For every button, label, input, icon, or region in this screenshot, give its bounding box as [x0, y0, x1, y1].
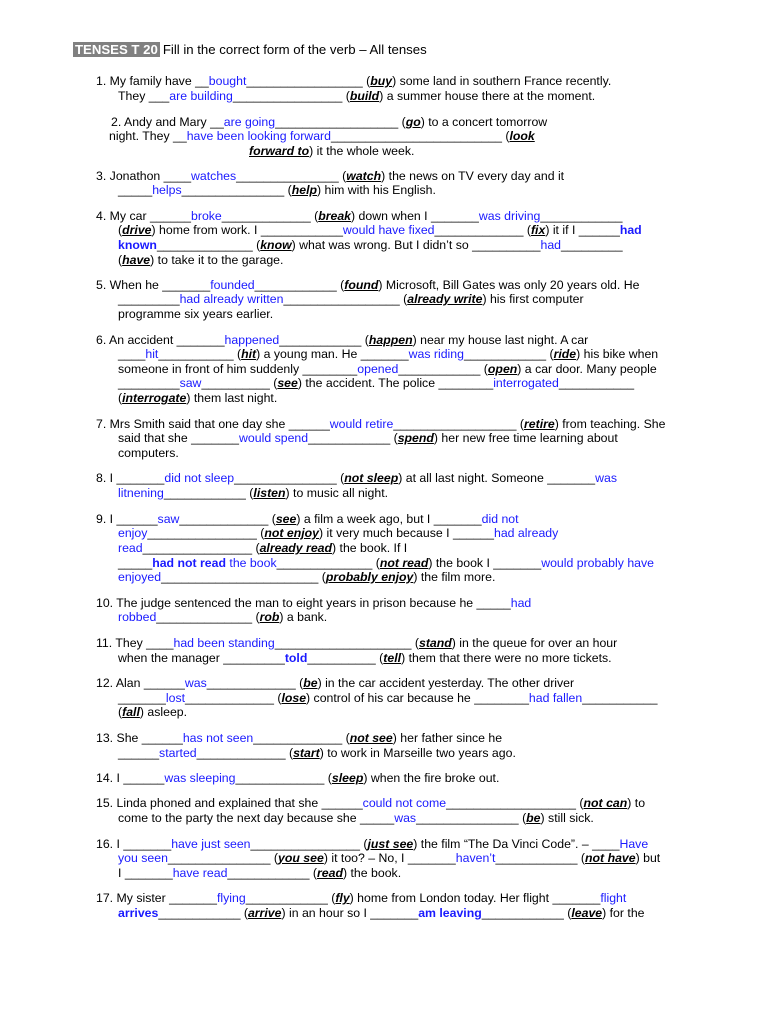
verb-prompt: look [509, 129, 535, 143]
verb-prompt: stand [419, 636, 452, 650]
answer-text: was [394, 811, 417, 825]
exercise-line [118, 610, 327, 625]
sentence-text: ) them that there were no more tickets. [401, 651, 612, 665]
answer-text: was [184, 676, 207, 690]
sentence-text: when the manager _________ [118, 651, 285, 665]
answer-text: founded [210, 278, 255, 292]
sentence-text: 4. My car ______ [96, 209, 192, 223]
answer-text: the book [226, 556, 277, 570]
answer-text: had [540, 238, 562, 252]
verb-prompt: go [405, 115, 421, 129]
verb-prompt: arrive [247, 906, 282, 920]
sentence-text: ) Microsoft, Bill Gates was only 20 years old. He [378, 278, 640, 292]
sentence-text: ) in an hour so I _______ [281, 906, 419, 920]
answer-text: are building [169, 89, 233, 103]
answer-text: had not read [152, 556, 226, 570]
verb-prompt: help [291, 183, 317, 197]
sentence-text: ____________ ( [495, 851, 586, 865]
worksheet-tag: TENSES T 20 [75, 42, 158, 57]
sentence-text: ________________ ( [232, 89, 350, 103]
answer-text: would have fixed [342, 223, 435, 237]
answer-text: was [595, 471, 617, 485]
answer-text: did not sleep [164, 471, 235, 485]
verb-prompt: spend [397, 431, 434, 445]
sentence-text: _______________ ( [167, 851, 279, 865]
verb-prompt: already read [259, 541, 333, 555]
sentence-text: ) in the queue for over an hour [451, 636, 618, 650]
sentence-text: _____________ ( [179, 512, 276, 526]
verb-prompt: leave [571, 906, 603, 920]
answer-text: flight [600, 891, 627, 905]
answer-text: would probably have [541, 556, 654, 570]
sentence-text: ) it the whole week. [309, 144, 415, 158]
verb-prompt: you see [278, 851, 324, 865]
verb-prompt: buy [370, 74, 393, 88]
verb-prompt: fix [530, 223, 546, 237]
exercise-line [118, 446, 179, 461]
answer-text: has not seen [182, 731, 254, 745]
answer-text: had fallen [528, 691, 583, 705]
sentence-text: ) for the [602, 906, 645, 920]
sentence-text: __________________ ( [275, 115, 406, 129]
sentence-text: ) the book I _______ [428, 556, 542, 570]
sentence-text: 14. I ______ [96, 771, 165, 785]
exercise-line [118, 307, 273, 322]
answer-text: known [118, 238, 157, 252]
sentence-text: programme six years earlier. [118, 307, 274, 321]
verb-prompt: be [303, 676, 318, 690]
answer-text: am leaving [418, 906, 482, 920]
sentence-text: ) the film “The Da Vinci Code”. – ____ [413, 837, 620, 851]
sentence-text: They ___ [118, 89, 170, 103]
sentence-text: ) the accident. The police ________ [297, 376, 494, 390]
answer-text: watches [191, 169, 237, 183]
exercise-line [118, 651, 612, 666]
answer-text: could not come [362, 796, 447, 810]
verb-prompt: not enjoy [264, 526, 319, 540]
verb-prompt: build [349, 89, 380, 103]
sentence-text: ) control of his car because he ________ [306, 691, 529, 705]
sentence-text: 12. Alan ______ [96, 676, 185, 690]
sentence-text: ____________________ ( [274, 636, 419, 650]
verb-prompt: have [122, 253, 151, 267]
answer-text: was sleeping [164, 771, 236, 785]
answer-text: would spend [239, 431, 309, 445]
exercise-line [118, 851, 660, 866]
exercise-line [118, 866, 401, 881]
answer-text: enjoy [118, 526, 148, 540]
sentence-text: ______________ ( [276, 556, 380, 570]
answer-text: happened [224, 333, 280, 347]
verb-prompt: retire [523, 417, 555, 431]
exercise-line [96, 278, 639, 293]
exercise-line [118, 292, 584, 307]
verb-prompt: be [526, 811, 541, 825]
sentence-text: ) some land in southern France recently. [392, 74, 612, 88]
sentence-text: 17. My sister _______ [96, 891, 217, 905]
sentence-text: ____ [118, 347, 146, 361]
sentence-text: ) home from London today. Her flight _______ [349, 891, 601, 905]
verb-prompt: start [293, 746, 320, 760]
sentence-text: ) to take it to the garage. [150, 253, 284, 267]
verb-prompt: already write [407, 292, 483, 306]
verb-prompt: fly [335, 891, 350, 905]
exercise-line [118, 376, 634, 391]
sentence-text: ____________ ( [245, 891, 336, 905]
sentence-text: ) the book. If I [332, 541, 408, 555]
exercise-line [118, 238, 623, 253]
verb-prompt: know [260, 238, 292, 252]
sentence-text: ) her father since he [392, 731, 503, 745]
exercise-line [118, 223, 642, 238]
sentence-text: _______________ ( [416, 811, 527, 825]
verb-prompt: hit [241, 347, 257, 361]
sentence-text: _____________ ( [253, 731, 350, 745]
verb-prompt: interrogate [122, 391, 187, 405]
exercise-line [118, 486, 388, 501]
sentence-text: _____________ ( [206, 676, 304, 690]
sentence-text: _______ [118, 691, 166, 705]
verb-prompt: fall [122, 705, 140, 719]
sentence-text: ___________________ ( [446, 796, 584, 810]
answer-text: lost [165, 691, 186, 705]
verb-prompt: not can [583, 796, 628, 810]
verb-prompt: read [317, 866, 343, 880]
answer-text: robbed [118, 610, 157, 624]
answer-text: have read [172, 866, 228, 880]
sentence-text: ) home from work. I ____________ [151, 223, 343, 237]
exercise-line [118, 183, 436, 198]
answer-text: haven’t [455, 851, 496, 865]
exercise-line [118, 746, 516, 761]
answer-text: have been looking forward [186, 129, 331, 143]
sentence-text: ________________ ( [147, 526, 265, 540]
verb-prompt: listen [253, 486, 286, 500]
sentence-text: _________________ ( [246, 74, 371, 88]
exercise-line [118, 541, 407, 556]
exercise-line [96, 636, 617, 651]
answer-text: started [159, 746, 197, 760]
exercise-line [96, 209, 622, 224]
sentence-text: _____ [118, 183, 153, 197]
sentence-text: ____________ ( [279, 333, 369, 347]
sentence-text: 9. I ______ [96, 512, 158, 526]
verb-prompt: found [344, 278, 379, 292]
sentence-text: ( [118, 391, 123, 405]
sentence-text: ) a summer house there at the moment. [379, 89, 596, 103]
sentence-text: said that she _______ [118, 431, 240, 445]
answer-text: bought [208, 74, 247, 88]
exercise-line [96, 169, 564, 184]
sentence-text: 5. When he _______ [96, 278, 211, 292]
verb-prompt: rob [259, 610, 280, 624]
answer-text: hit [145, 347, 159, 361]
sentence-text: ) at all last night. Someone _______ [398, 471, 596, 485]
exercise-line [118, 526, 558, 541]
answer-text: had already written [179, 292, 284, 306]
verb-prompt: drive [122, 223, 152, 237]
answer-text: saw [179, 376, 202, 390]
sentence-text: ) near my house last night. A car [412, 333, 589, 347]
sentence-text: __________ ( [201, 376, 278, 390]
sentence-text: ) from teaching. She [554, 417, 666, 431]
answer-text: litnening [118, 486, 164, 500]
sentence-text: ) when the fire broke out. [363, 771, 500, 785]
exercise-line [111, 115, 547, 130]
exercise-line [118, 705, 187, 720]
sentence-text: ___________ [582, 691, 658, 705]
verb-prompt: not sleep [344, 471, 399, 485]
sentence-text: ______ [118, 746, 160, 760]
sentence-text: _________________ ( [283, 292, 408, 306]
exercise-line [118, 691, 657, 706]
exercise-line [109, 129, 535, 144]
answer-text: had [619, 223, 642, 237]
answer-text: interrogated [493, 376, 559, 390]
verb-prompt: watch [346, 169, 382, 183]
verb-prompt: probably enjoy [325, 570, 414, 584]
answer-text: had [510, 596, 532, 610]
answer-text: broke [191, 209, 222, 223]
sentence-text: _________ [118, 292, 180, 306]
verb-prompt: see [277, 376, 298, 390]
exercise-line [96, 731, 502, 746]
worksheet-instruction: Fill in the correct form of the verb – All tenses [162, 42, 427, 57]
sentence-text: __________________ ( [393, 417, 524, 431]
answer-text: Have [619, 837, 649, 851]
verb-prompt: lose [281, 691, 307, 705]
sentence-text: night. They __ [109, 129, 187, 143]
sentence-text: ) it too? – No, I _______ [323, 851, 456, 865]
sentence-text: 16. I _______ [96, 837, 172, 851]
sentence-text: ________________ ( [142, 541, 260, 555]
sentence-text: ) her new free time learning about [433, 431, 618, 445]
sentence-text: ) his bike when [576, 347, 659, 361]
exercise-line [118, 391, 277, 406]
sentence-text: _____________ ( [221, 209, 319, 223]
answer-text: did not [481, 512, 519, 526]
sentence-text: ___________ [558, 376, 635, 390]
answer-text: are going [223, 115, 276, 129]
sentence-text: ____________ ( [254, 278, 345, 292]
verb-prompt: not have [585, 851, 636, 865]
answer-text: was riding [408, 347, 464, 361]
verb-prompt: not see [349, 731, 393, 745]
exercise-line [118, 556, 654, 571]
sentence-text: ) to work in Marseille two years ago. [319, 746, 516, 760]
sentence-text: ) it if I ______ [545, 223, 620, 237]
answer-text: was driving [478, 209, 541, 223]
sentence-text: ) to music all night. [285, 486, 389, 500]
verb-prompt: ride [553, 347, 577, 361]
verb-prompt: tell [383, 651, 402, 665]
sentence-text: ) it very much because I ______ [319, 526, 494, 540]
answer-text: would retire [329, 417, 394, 431]
exercise-line [249, 144, 414, 159]
sentence-text: ) but [635, 851, 661, 865]
sentence-text: come to the party the next day because she _____ [118, 811, 395, 825]
sentence-text: someone in front of him suddenly ________ [118, 362, 358, 376]
answer-text: opened [357, 362, 399, 376]
sentence-text: ) a bank. [279, 610, 328, 624]
exercise-line [118, 253, 283, 268]
exercise-line [96, 891, 626, 906]
sentence-text: ) him with his English. [317, 183, 436, 197]
sentence-text: 13. She ______ [96, 731, 183, 745]
sentence-text: 1. My family have __ [96, 74, 209, 88]
sentence-text: _____________ ( [185, 691, 282, 705]
sentence-text: _______________ ( [236, 169, 347, 183]
sentence-text: _______________________ ( [161, 570, 326, 584]
answer-text: read [118, 541, 143, 555]
sentence-text: ____________ ( [163, 486, 254, 500]
sentence-text: ____________ ( [481, 906, 572, 920]
sentence-text: ____________ ( [463, 347, 554, 361]
verb-prompt: forward to [249, 144, 310, 158]
exercise-line [96, 333, 588, 348]
sentence-text: ) asleep. [139, 705, 188, 719]
exercise-line [96, 512, 519, 527]
sentence-text: computers. [118, 446, 179, 460]
answer-text: told [284, 651, 308, 665]
sentence-text: ) still sick. [540, 811, 594, 825]
exercise-line [96, 837, 648, 852]
sentence-text: ( [118, 253, 123, 267]
exercise-line [96, 471, 617, 486]
exercise-line [118, 906, 645, 921]
sentence-text: 2. Andy and Mary __ [111, 115, 224, 129]
sentence-text: ______________ ( [156, 238, 261, 252]
exercise-line [96, 771, 499, 786]
sentence-text: _____________ ( [434, 223, 531, 237]
sentence-text: ) a car door. Many people [517, 362, 657, 376]
sentence-text: _______________ ( [234, 471, 345, 485]
verb-prompt: break [318, 209, 352, 223]
answer-text: flying [217, 891, 246, 905]
verb-prompt: open [487, 362, 518, 376]
sentence-text: _________ [561, 238, 623, 252]
answer-text: you seen [118, 851, 168, 865]
sentence-text: ) the book. [343, 866, 402, 880]
sentence-text: _________ [118, 376, 180, 390]
sentence-text: 6. An accident _______ [96, 333, 225, 347]
sentence-text: _________________________ ( [330, 129, 510, 143]
sentence-text: ) them last night. [186, 391, 278, 405]
sentence-text: ___________ ( [158, 347, 242, 361]
sentence-text: _____________ ( [196, 746, 294, 760]
sentence-text: ) the film more. [413, 570, 496, 584]
sentence-text: _____________ ( [235, 771, 332, 785]
exercise-line [118, 811, 594, 826]
sentence-text: ) the news on TV every day and it [381, 169, 565, 183]
sentence-text: ____________ ( [398, 362, 488, 376]
sentence-text: 10. The judge sentenced the man to eight years in prison because he _____ [96, 596, 511, 610]
sentence-text: 11. They ____ [96, 636, 174, 650]
sentence-text: ) to a concert tomorrow [420, 115, 548, 129]
sentence-text: ) down when I _______ [351, 209, 479, 223]
sentence-text: ________________ ( [250, 837, 368, 851]
sentence-text: ) what was wrong. But I didn’t so __________ [291, 238, 541, 252]
sentence-text: ____________ [540, 209, 623, 223]
sentence-text: ____________ ( [308, 431, 398, 445]
sentence-text: ____________ ( [158, 906, 248, 920]
sentence-text: ______________ ( [156, 610, 260, 624]
answer-text: have just seen [171, 837, 251, 851]
sentence-text: ) a young man. He _______ [256, 347, 409, 361]
sentence-text: ____________ ( [227, 866, 318, 880]
exercise-line [118, 570, 495, 585]
verb-prompt: just see [367, 837, 414, 851]
sentence-text: ) his first computer [482, 292, 584, 306]
answer-text: saw [157, 512, 180, 526]
verb-prompt: sleep [331, 771, 364, 785]
answer-text: arrives [118, 906, 159, 920]
exercise-line [96, 596, 531, 611]
sentence-text: 15. Linda phoned and explained that she ______ [96, 796, 363, 810]
sentence-text: 7. Mrs Smith said that one day she ______ [96, 417, 330, 431]
worksheet-header [73, 42, 427, 58]
exercise-line [96, 417, 665, 432]
sentence-text: 8. I _______ [96, 471, 165, 485]
sentence-text: ) to [627, 796, 646, 810]
exercise-line [96, 676, 574, 691]
sentence-text: ) in the car accident yesterday. The other driver [317, 676, 575, 690]
answer-text: had already [494, 526, 559, 540]
answer-text: enjoyed [118, 570, 162, 584]
sentence-text: _____ [118, 556, 153, 570]
sentence-text: ( [118, 223, 123, 237]
exercise-line [96, 796, 645, 811]
sentence-text: I _______ [118, 866, 173, 880]
verb-prompt: happen [368, 333, 413, 347]
sentence-text: ) a film a week ago, but I _______ [296, 512, 482, 526]
sentence-text: __________ ( [307, 651, 384, 665]
verb-prompt: not read [379, 556, 429, 570]
verb-prompt: see [275, 512, 297, 526]
answer-text: had been standing [173, 636, 275, 650]
exercise-line [96, 74, 611, 89]
exercise-line [118, 347, 658, 362]
sentence-text: _______________ ( [181, 183, 292, 197]
sentence-text: ( [118, 705, 123, 719]
exercise-line [118, 89, 595, 104]
exercise-line [118, 431, 618, 446]
exercise-line [118, 362, 657, 377]
sentence-text: 3. Jonathon ____ [96, 169, 192, 183]
answer-text: helps [152, 183, 182, 197]
